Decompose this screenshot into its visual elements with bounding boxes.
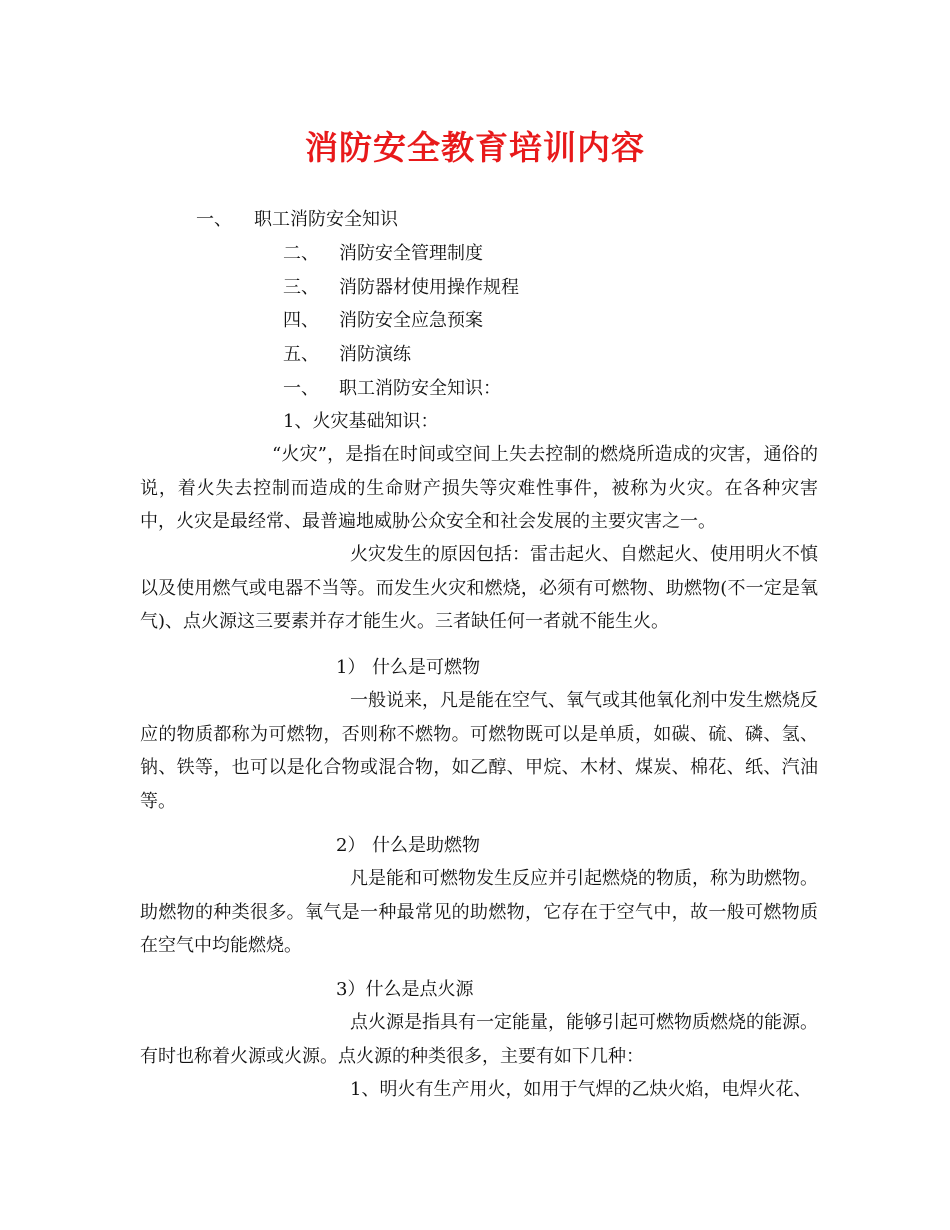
item-text: 什么是可燃物 bbox=[372, 657, 480, 678]
toc-number: 四、 bbox=[283, 310, 319, 331]
paragraph-combustible: 一般说来，凡是能在空气、氧气或其他氧化剂中发生燃烧反应的物质都称为可燃物，否则称不燃物。可燃物既可以是单质，如碳、硫、磷、氢、钠、铁等，也可以是化合物或混合物，如乙醇、甲烷、木材、煤炭、棉花、纸、汽油等。 bbox=[140, 690, 818, 812]
toc-text: 消防器材使用操作规程 bbox=[339, 277, 519, 298]
toc-text: 消防安全管理制度 bbox=[339, 243, 483, 264]
section-text: 职工消防安全知识： bbox=[339, 378, 501, 399]
paragraph-fire-causes: 火灾发生的原因包括：雷击起火、自燃起火、使用明火不慎以及使用燃气或电器不当等。而发生火灾和燃烧，必须有可燃物、助燃物(不一定是氧气)、点火源这三要素并存才能生火。三者缺任何一者就不能生火。 bbox=[140, 544, 818, 632]
document-title: 消防安全教育培训内容 bbox=[305, 128, 645, 167]
toc-number: 五、 bbox=[283, 344, 319, 365]
toc-item-2 bbox=[283, 242, 483, 266]
toc-item-3 bbox=[283, 276, 519, 300]
toc-text: 消防安全应急预案 bbox=[339, 310, 483, 331]
item-number: 2） bbox=[336, 835, 366, 856]
section-number: 一、 bbox=[283, 378, 319, 399]
item-number: 1） bbox=[336, 657, 366, 678]
section-heading-1 bbox=[283, 377, 501, 401]
toc-number: 一、 bbox=[196, 209, 232, 230]
paragraph-oxidizer: 凡是能和可燃物发生反应并引起燃烧的物质，称为助燃物。助燃物的种类很多。氧气是一种最常见的助燃物，它存在于空气中，故一般可燃物质在空气中均能燃烧。 bbox=[140, 868, 818, 956]
item-heading-oxidizer bbox=[336, 834, 480, 858]
toc-item-1 bbox=[196, 208, 398, 232]
toc-text: 消防演练 bbox=[339, 344, 411, 365]
toc-item-4 bbox=[283, 309, 483, 333]
item-text: 什么是助燃物 bbox=[372, 835, 480, 856]
toc-number: 二、 bbox=[283, 243, 319, 264]
toc-item-5 bbox=[283, 343, 411, 367]
toc-text: 职工消防安全知识 bbox=[254, 209, 398, 230]
paragraph-open-flame: 1、明火有生产用火，如用于气焊的乙炔火焰，电焊火花、 bbox=[350, 1079, 812, 1100]
item-heading-ignition: 3）什么是点火源 bbox=[336, 979, 474, 1000]
paragraph-fire-definition: “火灾”，是指在时间或空间上失去控制的燃烧所造成的灾害，通俗的说，着火失去控制而造成的生命财产损失等灾难性事件，被称为火灾。在各种灾害中，火灾是最经常、最普遍地威胁公众安全和社会发展的主要灾害之一。 bbox=[140, 444, 818, 532]
paragraph-ignition: 点火源是指具有一定能量，能够引起可燃物质燃烧的能源。有时也称着火源或火源。点火源的种类很多，主要有如下几种： bbox=[140, 1012, 818, 1067]
item-heading-combustible bbox=[336, 656, 480, 680]
toc-number: 三、 bbox=[283, 277, 319, 298]
subsection-heading-1: 1、火灾基础知识： bbox=[283, 411, 439, 432]
